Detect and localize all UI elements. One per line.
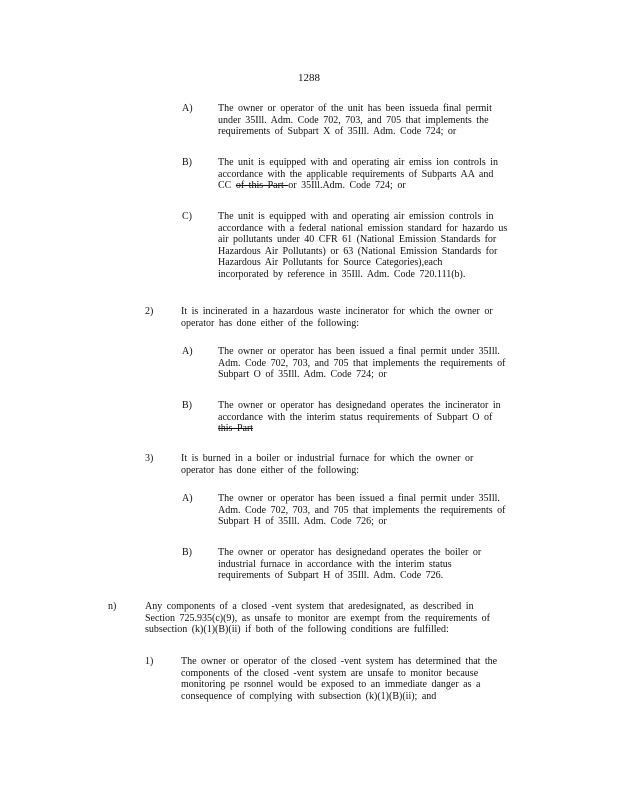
item-2a-paragraph — [218, 346, 538, 381]
text-line: requirements of Subpart H of 35Ill. Adm. Code 726. — [218, 570, 444, 581]
text-line: under 35Ill. Adm. Code 702, 703, and 705 that implements the — [218, 114, 489, 126]
item-c-paragraph — [218, 211, 538, 280]
item-n-paragraph — [145, 601, 535, 636]
item-marker-b: B) — [182, 547, 192, 558]
item-3b-paragraph — [218, 547, 538, 582]
text-line: The owner or operator has been issued a final permit under 35Ill. — [218, 493, 500, 504]
text-line: The owner or operator has designedand operates the boiler or — [218, 547, 482, 558]
text-line: It is incinerated in a hazardous waste incinerator for which the owner or — [181, 306, 493, 317]
text-line: accordance with a federal national emission standard for hazardo us — [218, 222, 508, 234]
item-marker-b: B) — [182, 400, 192, 411]
text-line: consequence of complying with subsection (k)(1)(B)(ii); and — [181, 690, 437, 702]
item-marker-1: 1) — [145, 656, 154, 667]
text-line: subsection (k)(1)(B)(ii) if both of the following conditions are fulfilled: — [145, 624, 449, 635]
text-line: accordance with the applicable requirements of Subparts AA and — [218, 168, 494, 180]
text-line: operator has done either of the following: — [181, 464, 360, 476]
text-line: accordance with the interim status requirements of Subpart O of — [218, 411, 493, 423]
text-line: incorporated by reference in 35Ill. Adm. Code 720.111(b). — [218, 268, 466, 280]
text-line: Adm. Code 702, 703, and 705 that implements the requirements of — [218, 357, 506, 369]
text-line: Hazardous Air Pollutants) or 63 (National Emission Standards for — [218, 245, 498, 257]
item-1-paragraph — [181, 656, 536, 702]
text-line: Subpart O of 35Ill. Adm. Code 724; or — [218, 369, 387, 380]
text-line: It is burned in a boiler or industrial furnace for which the owner or — [181, 453, 474, 464]
text-line: Subpart H of 35Ill. Adm. Code 726; or — [218, 516, 387, 527]
item-3-paragraph — [181, 453, 531, 476]
text-line — [218, 180, 528, 192]
text-line: The unit is equipped with and operating air emiss ion controls in — [218, 157, 499, 168]
text-line: The owner or operator has designedand operates the incinerator in — [218, 400, 501, 411]
text-run: CC — [218, 180, 236, 191]
item-2b-paragraph — [218, 400, 538, 435]
text-line: Any components of a closed -vent system that aredesignated, as described in — [145, 601, 474, 612]
text-line — [218, 423, 538, 435]
text-line: The owner or operator of the closed -vent system has determined that the — [181, 656, 498, 667]
text-run: or 35Ill.Adm. Code 724; or — [288, 180, 406, 191]
item-a-paragraph — [218, 103, 518, 138]
item-marker-3: 3) — [145, 453, 154, 464]
text-line: Hazardous Air Pollutants for Source Categories),each — [218, 257, 443, 268]
text-line: The unit is equipped with and operating air emission controls in — [218, 211, 494, 222]
text-line: The owner or operator has been issued a final permit under 35Ill. — [218, 346, 500, 357]
text-line: air pollutants under 40 CFR 61 (National Emission Standards for — [218, 234, 497, 245]
item-3a-paragraph — [218, 493, 538, 528]
text-line: industrial furnace in accordance with the interim status — [218, 558, 452, 570]
text-line: operator has done either of the following: — [181, 317, 360, 329]
item-marker-n: n) — [108, 601, 117, 612]
item-b-paragraph — [218, 157, 528, 192]
item-marker-a: A) — [182, 346, 193, 357]
item-2-paragraph — [181, 306, 531, 329]
text-line: Adm. Code 702, 703, and 705 that implements the requirements of — [218, 504, 506, 516]
struck-text: this Part — [218, 423, 254, 434]
text-line: The owner or operator of the unit has been issueda final permit — [218, 103, 492, 114]
page-number: 1288 — [298, 72, 320, 84]
struck-text: of this Part — [235, 180, 289, 191]
text-line: Section 725.935(c)(9), as unsafe to monitor are exempt from the requirements of — [145, 612, 490, 624]
item-marker-b: B) — [182, 157, 192, 168]
item-marker-a: A) — [182, 103, 193, 114]
text-line: monitoring pe rsonnel would be exposed to an immediate danger as a — [181, 679, 481, 690]
item-marker-2: 2) — [145, 306, 154, 317]
item-marker-a: A) — [182, 493, 193, 504]
item-marker-c: C) — [182, 211, 192, 222]
text-line: components of the closed -vent system are unsafe to monitor because — [181, 667, 479, 679]
text-line: requirements of Subpart X of 35Ill. Adm. Code 724; or — [218, 126, 457, 137]
